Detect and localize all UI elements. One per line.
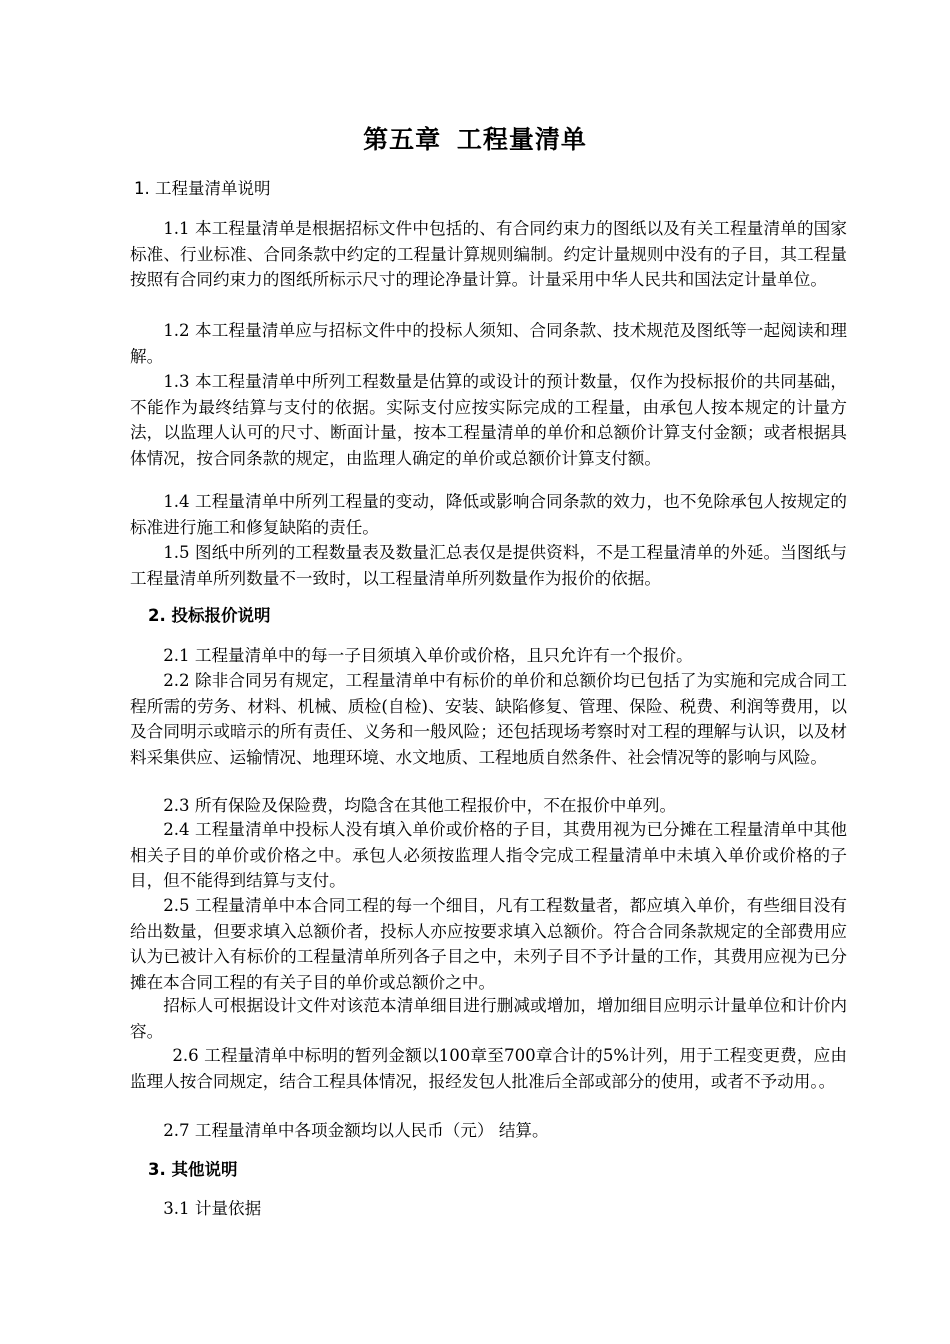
paragraph-2-4: 2.4 工程量清单中投标人没有填入单价或价格的子目，其费用视为已分摊在工程量清单中其他相关子目的单价或价格之中。承包人必须按监理人指令完成工程量清单中未填入单价或价格的子目，但不能得到结算与支付。 [130, 820, 847, 891]
paragraph-2-5: 2.5 工程量清单中本合同工程的每一个细目，凡有工程数量者，都应填入单价，有些细目没有给出数量，但要求填入总额价者，投标人亦应按要求填入总额价。符合合同条款规定的全部费用应认为已被计入有标价的工程量清单所列各子目之中，未列子目不予计量的工作，其费用应视为已分摊在本合同工程的有关子目的单价或总额价之中。 [130, 896, 847, 992]
paragraph-2-2: 2.2 除非合同另有规定，工程量清单中有标价的单价和总额价均已包括了为实施和完成合同工程所需的劳务、材料、机械、质检(自检)、安装、缺陷修复、管理、保险、税费、利润等费用，以及合同明示或暗示的所有责任、义务和一般风险；还包括现场考察时对工程的理解与认识，以及材料采集供应、运输情况、地理环境、水文地质、工程地质自然条件、社会情况等的影响与风险。 [130, 671, 847, 767]
paragraph-2-7: 2.7 工程量清单中各项金额均以人民币（元） 结算。 [163, 1121, 549, 1140]
paragraph-2-1: 2.1 工程量清单中的每一子目须填入单价或价格，且只允许有一个报价。 [163, 646, 693, 665]
paragraph-1-3: 1.3 本工程量清单中所列工程数量是估算的或设计的预计数量，仅作为投标报价的共同基础，不能作为最终结算与支付的依据。实际支付应按实际完成的工程量，由承包人按本规定的计量方法，以监理人认可的尺寸、断面计量，按本工程量清单的单价和总额价计算支付金额；或者根据具体情况，按合同条款的规定，由监理人确定的单价或总额价计算支付额。 [130, 372, 847, 468]
section-heading-3: 3. 其他说明 [148, 1160, 238, 1179]
paragraph-2-3: 2.3 所有保险及保险费，均隐含在其他工程报价中，不在报价中单列。 [163, 796, 677, 815]
paragraph-2-note: 招标人可根据设计文件对该范本清单细目进行删减或增加，增加细目应明示计量单位和计价内容。 [130, 996, 847, 1041]
chapter-title: 第五章 工程量清单 [363, 125, 587, 154]
paragraph-3-1: 3.1 计量依据 [163, 1199, 262, 1218]
paragraph-2-6: 2.6 工程量清单中标明的暂列金额以100章至700章合计的5%计列，用于工程变更费，应由监理人按合同规定，结合工程具体情况，报经发包人批准后全部或部分的使用，或者不予动用。。 [130, 1046, 847, 1091]
paragraph-1-1: 1.1 本工程量清单是根据招标文件中包括的、有合同约束力的图纸以及有关工程量清单的国家标准、行业标准、合同条款中约定的工程量计算规则编制。约定计量规则中没有的子目，其工程量按照有合同约束力的图纸所标示尺寸的理论净量计算。计量采用中华人民共和国法定计量单位。 [130, 219, 847, 290]
paragraph-1-4: 1.4 工程量清单中所列工程量的变动，降低或影响合同条款的效力，也不免除承包人按规定的标准进行施工和修复缺陷的责任。 [130, 492, 847, 537]
paragraph-1-2: 1.2 本工程量清单应与招标文件中的投标人须知、合同条款、技术规范及图纸等一起阅读和理解。 [130, 321, 847, 366]
paragraph-1-5: 1.5 图纸中所列的工程数量表及数量汇总表仅是提供资料，不是工程量清单的外延。当图纸与工程量清单所列数量不一致时，以工程量清单所列数量作为报价的依据。 [130, 543, 847, 588]
section-heading-1: 1. 工程量清单说明 [134, 179, 271, 198]
section-heading-2: 2. 投标报价说明 [148, 606, 271, 625]
